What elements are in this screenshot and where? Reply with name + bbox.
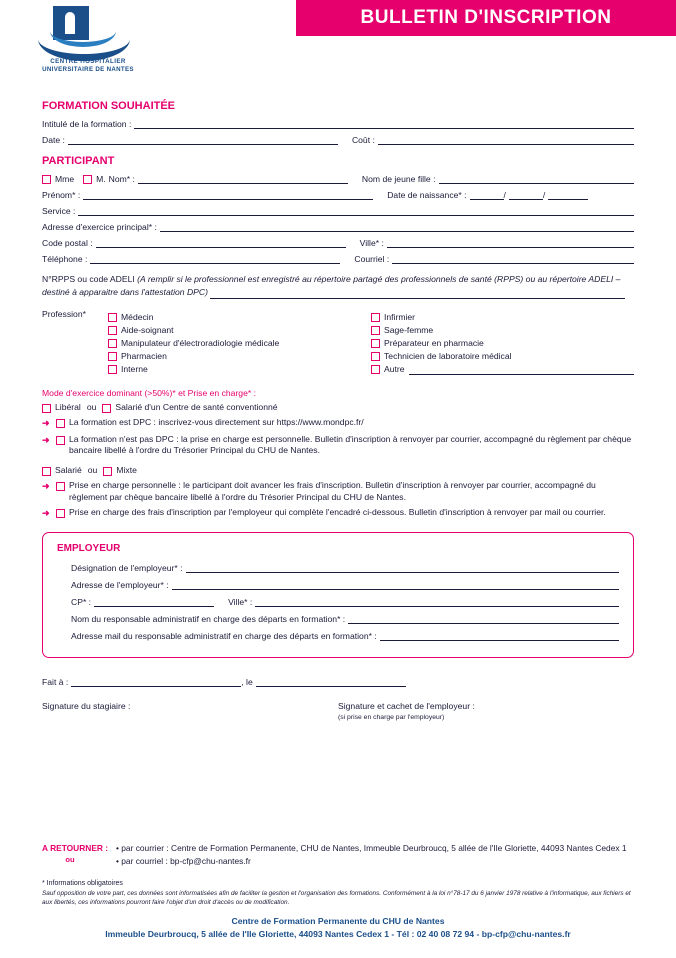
input-nom-jeune-fille[interactable]: [439, 173, 635, 184]
signature-section: [42, 674, 634, 721]
input-naissance-jour[interactable]: [470, 189, 504, 200]
logo-line-2: UNIVERSITAIRE DE NANTES: [42, 66, 134, 73]
label-ou-2: ou: [87, 464, 98, 475]
input-intitule-formation[interactable]: [134, 118, 634, 129]
input-service[interactable]: [78, 205, 634, 216]
footer-contact-bar: [0, 915, 676, 941]
form-body: [42, 100, 634, 721]
label-cout: Coût :: [351, 135, 375, 145]
field-cp-ville-employeur: [57, 594, 619, 607]
checkbox-preparateur[interactable]: [371, 339, 380, 348]
label-m: M.: [96, 174, 106, 184]
label-nom: Nom* :: [108, 174, 135, 184]
input-fait-a[interactable]: [71, 676, 241, 687]
logo-line-1: CENTRE HOSPITALIER: [50, 58, 126, 65]
field-rpps: [42, 273, 634, 299]
input-nom[interactable]: [138, 173, 348, 184]
label-mixte: Mixte: [116, 464, 137, 475]
section-title-mode: Mode d'exercice dominant (>50%)* et Prise en charge* :: [42, 387, 256, 398]
input-naissance-mois[interactable]: [509, 189, 543, 200]
label-fait-a: Fait à :: [42, 676, 69, 687]
legal-notice: [42, 879, 634, 908]
checkbox-pharmacien[interactable]: [108, 352, 117, 361]
retour-block: [42, 843, 634, 869]
checkbox-aide-soignant[interactable]: [108, 326, 117, 335]
retour-lines: [116, 843, 627, 869]
input-cp-employeur[interactable]: [94, 596, 214, 607]
checkbox-mixte[interactable]: [103, 467, 112, 476]
section-mode-exercice: [42, 388, 634, 520]
label-le: , le: [241, 676, 253, 687]
checkbox-infirmier[interactable]: [371, 313, 380, 322]
section-title-employeur: EMPLOYEUR: [57, 542, 121, 554]
field-service: [42, 203, 634, 216]
profession-option-sage-femme[interactable]: [371, 324, 634, 337]
profession-option-aide-soignant[interactable]: [108, 324, 371, 337]
label-a-retourner-text: A RETOURNER :: [42, 843, 109, 853]
legal-text: Sauf opposition de votre part, ces données sont informatisées afin de faciliter la gestion et l'organisation des formations. Conformément à la loi n°78-17 du 6 janvier 1978 relative à l'informatique, aux fichiers et aux libertés, ces informations pourront faire l'objet d'un droit d'accès ou de modification.: [42, 890, 631, 907]
arrow-icon: ➜: [42, 418, 50, 429]
chu-nantes-logo: [28, 4, 148, 82]
section-title-participant: PARTICIPANT: [42, 155, 115, 167]
option-liberal-row: [42, 402, 634, 414]
input-prenom[interactable]: [83, 189, 373, 200]
label-signature-stagiaire: Signature du stagiaire :: [42, 700, 131, 711]
profession-options: [108, 311, 634, 376]
option-prise-en-charge-perso-row: [42, 480, 634, 503]
signature-employeur-block: [338, 701, 634, 721]
field-cp-ville: [42, 235, 634, 248]
checkbox-dpc-no[interactable]: [56, 436, 65, 445]
label-designation-employeur: Désignation de l'employeur* :: [71, 562, 183, 573]
section-participant: [42, 155, 634, 376]
label-dpc-no: La formation n'est pas DPC : la prise en charge est personnelle. Bulletin d'inscription à renvoyer par courrier, accompagné du règlement par chèque bancaire libellé à l'ordre du Trésorier Principal du CHU de Nantes.: [69, 433, 632, 456]
label-retour-ou: ou: [65, 855, 75, 864]
date-separator-2: /: [542, 190, 546, 200]
input-autre-profession[interactable]: [409, 364, 634, 375]
input-naissance-annee[interactable]: [548, 189, 588, 200]
input-ville-employeur[interactable]: [255, 596, 619, 607]
field-intitule-formation: [42, 116, 634, 129]
signature-row: [42, 701, 634, 721]
label-ville: Ville* :: [359, 238, 384, 248]
profession-option-interne[interactable]: [108, 363, 371, 376]
label-interne: Interne: [121, 364, 148, 375]
label-preparateur: Préparateur en pharmacie: [384, 338, 484, 349]
arrow-icon: ➜: [42, 508, 50, 519]
page-footer: [42, 843, 634, 908]
label-cp-employeur: CP* :: [71, 596, 92, 607]
checkbox-m[interactable]: [83, 175, 92, 184]
retour-line-courriel[interactable]: • par courriel : bp-cfp@chu-nantes.fr: [116, 856, 251, 866]
field-date-cout: [42, 132, 634, 145]
checkbox-salarie-centre[interactable]: [102, 404, 111, 413]
input-rpps[interactable]: [210, 289, 625, 299]
label-infirmier: Infirmier: [384, 312, 416, 323]
label-aide-soignant: Aide-soignant: [121, 325, 174, 336]
label-courriel: Courriel :: [354, 254, 390, 264]
checkbox-manipulateur[interactable]: [108, 339, 117, 348]
signature-stagiaire-block: [42, 701, 338, 721]
profession-option-preparateur[interactable]: [371, 337, 634, 350]
retour-line-courrier: • par courrier : Centre de Formation Permanente, CHU de Nantes, Immeuble Deurbroucq, 5 allée de l'Ile Gloriette, 44093 Nantes Cedex 1: [116, 843, 627, 853]
profession-option-technicien[interactable]: [371, 350, 634, 363]
checkbox-sage-femme[interactable]: [371, 326, 380, 335]
checkbox-dpc-yes[interactable]: [56, 419, 65, 428]
field-adresse-employeur: [57, 577, 619, 590]
option-salarie-mixte-row: [42, 465, 634, 477]
label-liberal: Libéral: [55, 401, 81, 412]
note-signature-employeur: (si prise en charge par l'employeur): [338, 713, 445, 721]
field-prenom-naissance: [42, 187, 634, 200]
input-code-postal[interactable]: [96, 237, 346, 248]
label-pharmacien: Pharmacien: [121, 351, 167, 362]
checkbox-liberal[interactable]: [42, 404, 51, 413]
field-nom-responsable: [57, 611, 619, 624]
document-title-banner: BULLETIN D'INSCRIPTION: [296, 0, 676, 36]
label-technicien: Technicien de laboratoire médical: [384, 351, 512, 362]
label-prenom: Prénom* :: [42, 190, 81, 200]
date-separator-1: /: [503, 190, 506, 200]
field-telephone-courriel: [42, 251, 634, 264]
label-code-postal: Code postal :: [42, 238, 93, 248]
option-prise-en-charge-employeur-row: [42, 507, 634, 519]
label-intitule-formation: Intitulé de la formation :: [42, 119, 132, 129]
label-salarie: Salarié: [55, 464, 82, 475]
checkbox-interne[interactable]: [108, 365, 117, 374]
label-dpc-yes: La formation est DPC : inscrivez-vous directement sur https://www.mondpc.fr/: [69, 417, 364, 428]
profession-column-right: [371, 311, 634, 376]
label-medecin: Médecin: [121, 312, 154, 323]
checkbox-mme[interactable]: [42, 175, 51, 184]
label-salarie-centre: Salarié d'un Centre de santé conventionné: [115, 401, 278, 412]
input-mail-responsable[interactable]: [380, 630, 619, 641]
label-signature-employeur: Signature et cachet de l'employeur :: [338, 700, 475, 711]
profession-column-left: [108, 311, 371, 376]
checkbox-prise-en-charge-employeur[interactable]: [56, 509, 65, 518]
profession-option-infirmier[interactable]: [371, 311, 634, 324]
label-date-formation: Date :: [42, 135, 65, 145]
label-adresse-exercice: Adresse d'exercice principal* :: [42, 222, 157, 232]
profession-option-manipulateur[interactable]: [108, 337, 371, 350]
label-nom-jeune-fille: Nom de jeune fille :: [361, 174, 436, 184]
profession-option-medecin[interactable]: [108, 311, 371, 324]
checkbox-prise-en-charge-perso[interactable]: [56, 482, 65, 491]
label-adresse-employeur: Adresse de l'employeur* :: [71, 579, 169, 590]
label-profession: Profession*: [42, 308, 86, 319]
input-adresse-exercice[interactable]: [160, 221, 634, 232]
option-dpc-yes-row: [42, 417, 634, 429]
input-adresse-employeur[interactable]: [172, 579, 619, 590]
label-mme: Mme: [55, 174, 75, 184]
label-manipulateur: Manipulateur d'électroradiologie médicale: [121, 338, 280, 349]
input-date-formation[interactable]: [68, 134, 338, 145]
note-rpps: (A remplir si le professionnel est enregistré au répertoire partagé des professionnels de santé (RPPS) ou au répertoire ADELI – destiné à apparaitre dans l'attestation DPC): [42, 274, 621, 297]
input-cout[interactable]: [378, 134, 634, 145]
label-ou-1: ou: [86, 401, 97, 412]
arrow-icon: ➜: [42, 481, 50, 492]
label-service: Service :: [42, 206, 76, 216]
label-date-naissance: Date de naissance* :: [387, 190, 467, 200]
input-ville[interactable]: [387, 237, 634, 248]
field-mail-responsable: [57, 628, 619, 641]
employer-section: [42, 532, 634, 658]
footer-org-address: Immeuble Deurbroucq, 5 allée de l'Ile Gloriette, 44093 Nantes Cedex 1 - Tél : 02 40 08 72 94 - bp-cfp@chu-nantes.fr: [105, 928, 571, 939]
logo-mark-icon: [28, 4, 148, 60]
input-designation-employeur[interactable]: [186, 562, 619, 573]
field-civilite-nom: [42, 171, 634, 184]
input-nom-responsable[interactable]: [348, 613, 619, 624]
profession-option-pharmacien[interactable]: [108, 350, 371, 363]
label-nom-responsable: Nom du responsable administratif en charge des départs en formation* :: [71, 613, 346, 624]
section-title-formation: FORMATION SOUHAITÉE: [42, 100, 176, 112]
checkbox-medecin[interactable]: [108, 313, 117, 322]
field-fait-a-le: [42, 674, 634, 687]
page-header: [0, 0, 676, 90]
footer-org-name: Centre de Formation Permanente du CHU de Nantes: [231, 916, 445, 926]
field-adresse-exercice: [42, 219, 634, 232]
label-prise-en-charge-perso: Prise en charge personnelle : le participant doit avancer les frais d'inscription. Bulletin d'inscription à renvoyer par courrier, accompagné du règlement par chèque bancaire libellé à l'ordre du Trésorier Principal du CHU de Nantes.: [69, 480, 596, 502]
label-a-retourner: [42, 843, 116, 869]
input-le-date[interactable]: [256, 676, 406, 687]
checkbox-autre[interactable]: [371, 365, 380, 374]
label-rpps: N°RPPS ou code ADELI: [42, 274, 135, 284]
input-telephone[interactable]: [90, 253, 340, 264]
field-designation-employeur: [57, 560, 619, 573]
profession-option-autre[interactable]: [371, 363, 634, 376]
label-mail-responsable: Adresse mail du responsable administratif en charge des départs en formation* :: [71, 630, 377, 641]
label-autre: Autre: [384, 364, 405, 375]
checkbox-technicien[interactable]: [371, 352, 380, 361]
option-dpc-no-row: [42, 434, 634, 457]
label-ville-employeur: Ville* :: [228, 596, 253, 607]
checkbox-salarie[interactable]: [42, 467, 51, 476]
label-prise-en-charge-employeur: Prise en charge des frais d'inscription par l'employeur qui complète l'encadré ci-dessous. Bulletin d'inscription à renvoyer par mail ou courrier.: [69, 507, 606, 518]
field-profession: [42, 309, 634, 376]
arrow-icon: ➜: [42, 434, 50, 445]
input-courriel[interactable]: [392, 253, 634, 264]
label-sage-femme: Sage-femme: [384, 325, 434, 336]
legal-star-note: * Informations obligatoires: [42, 880, 123, 887]
label-telephone: Téléphone :: [42, 254, 88, 264]
